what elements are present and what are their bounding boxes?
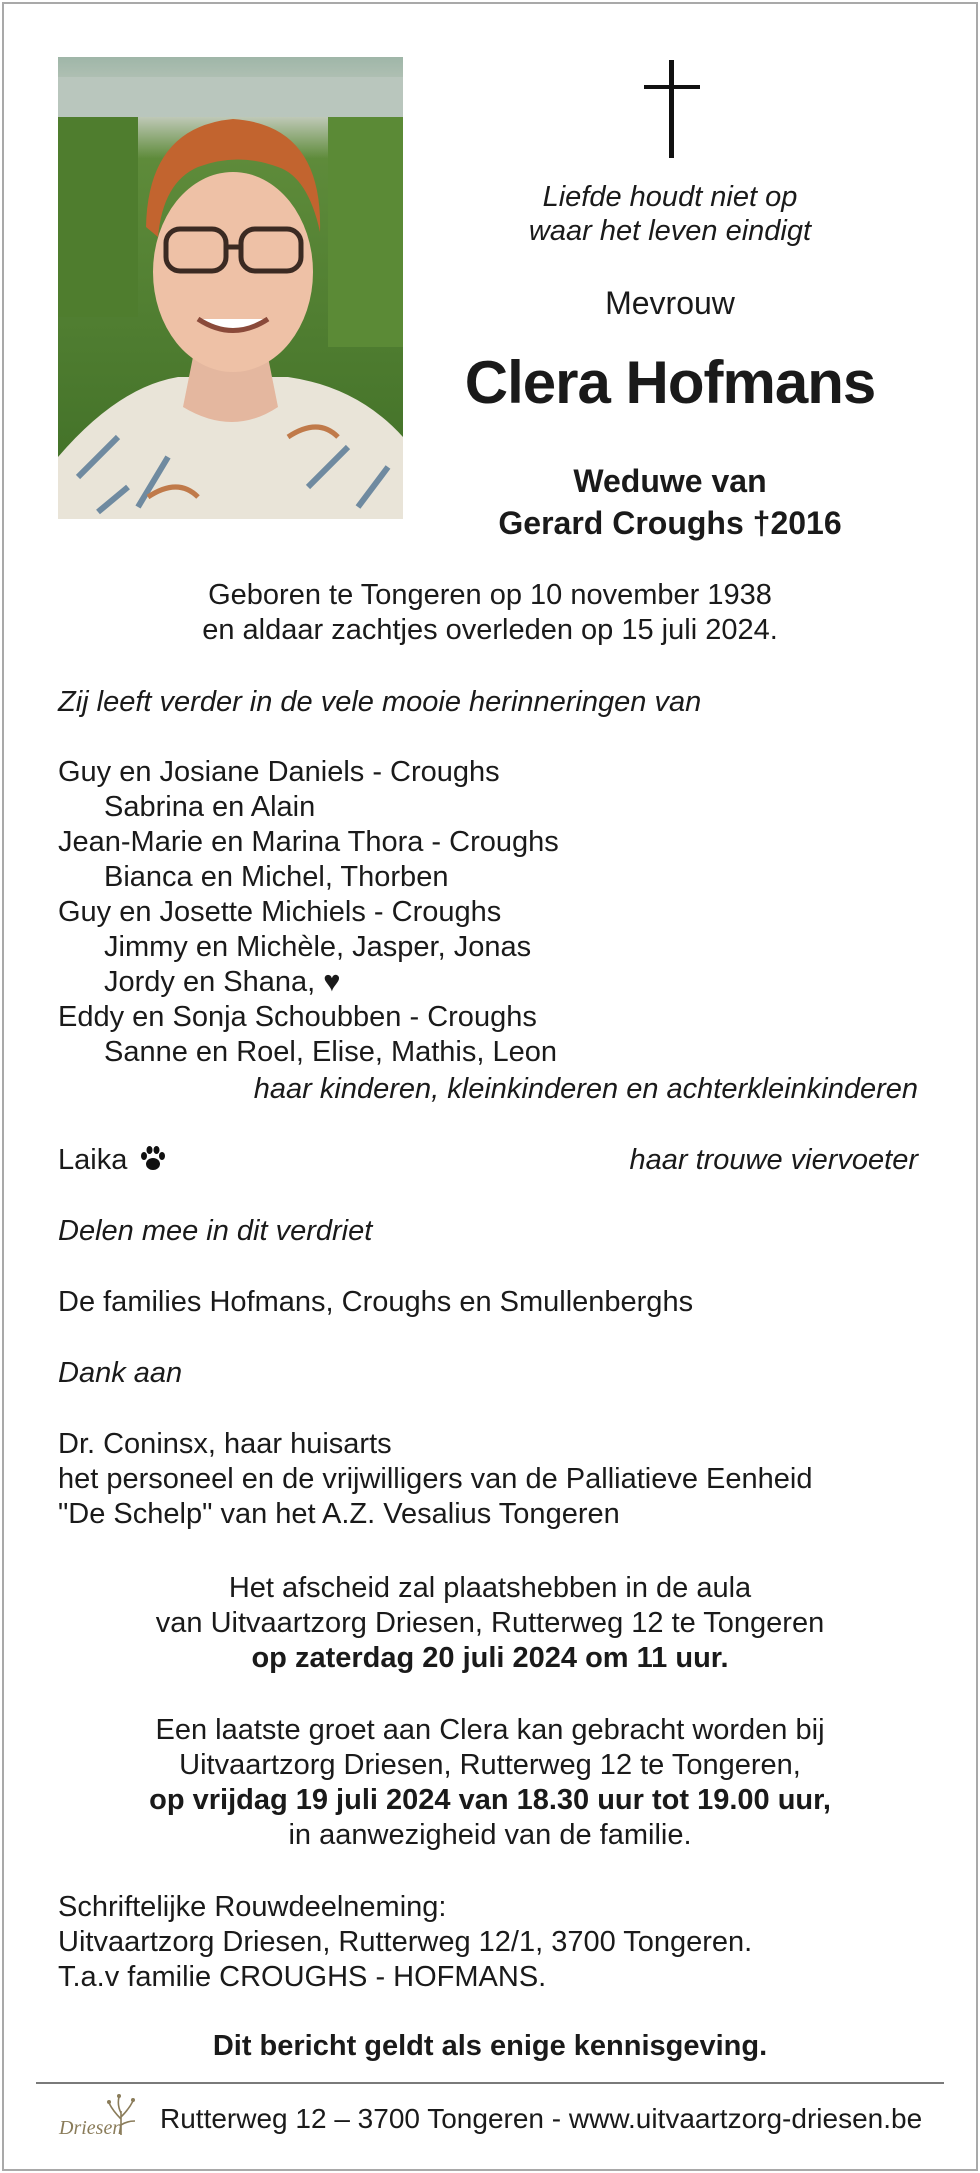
thanks-line: "De Schelp" van het A.Z. Vesalius Tongeren: [58, 1498, 620, 1530]
family-member: Guy en Josette Michiels - Croughs: [58, 896, 502, 928]
birth-line: Geboren te Tongeren op 10 november 1938: [208, 579, 772, 611]
visit-line: in aanwezigheid van de familie.: [288, 1819, 692, 1851]
visit-date: op vrijdag 19 juli 2024 van 18.30 uur tot 19.00 uur,: [149, 1784, 831, 1816]
death-line: en aldaar zachtjes overleden op 15 juli 2024.: [202, 614, 778, 646]
family-member: Jimmy en Michèle, Jasper, Jonas: [104, 931, 532, 963]
family-member: Sanne en Roel, Elise, Mathis, Leon: [104, 1036, 557, 1068]
family-member: Sabrina en Alain: [104, 791, 316, 823]
quote-line: waar het leven eindigt: [528, 215, 812, 247]
footer-address: Rutterweg 12 – 3700 Tongeren - www.uitvaartzorg-driesen.be: [160, 2103, 923, 2134]
ceremony-line: Het afscheid zal plaatshebben in de aula: [228, 1572, 752, 1604]
ceremony-info: [0, 1571, 980, 1676]
family-member: Jordy en Shana, ♥: [104, 966, 341, 998]
family-member: Jean-Marie en Marina Thora - Croughs: [58, 826, 559, 858]
cross-icon: [640, 60, 704, 160]
condolence-line: Schriftelijke Rouwdeelneming:: [58, 1891, 447, 1923]
share-intro: Delen mee in dit verdriet: [58, 1215, 373, 1247]
quote: [430, 180, 910, 248]
memories-intro: Zij leeft verder in de vele mooie herinneringen van: [58, 686, 702, 718]
notice: Dit bericht geldt als enige kennisgeving.: [212, 2030, 768, 2062]
portrait-photo: [58, 57, 403, 519]
family-member: Bianca en Michel, Thorben: [104, 861, 449, 893]
condolence-line: Uitvaartzorg Driesen, Rutterweg 12/1, 3700 Tongeren.: [58, 1926, 753, 1958]
widow-of: [430, 460, 910, 544]
pet-name: Laika: [58, 1144, 128, 1176]
family-member: Guy en Josiane Daniels - Croughs: [58, 756, 500, 788]
pet-name-row: [58, 1143, 167, 1178]
footer-divider: [36, 2082, 944, 2084]
paw-icon: [139, 1145, 167, 1173]
thanks-list: [58, 1427, 812, 1532]
ceremony-line: van Uitvaartzorg Driesen, Rutterweg 12 te Tongeren: [155, 1607, 825, 1639]
birth-death-info: [0, 578, 980, 648]
widow-line: Weduwe van: [573, 463, 767, 499]
quote-line: Liefde houdt niet op: [542, 181, 798, 213]
families-line: De families Hofmans, Croughs en Smullenberghs: [58, 1286, 694, 1318]
visitation-info: [0, 1713, 980, 1853]
condolence-info: [58, 1890, 752, 1995]
family-member: Eddy en Sonja Schoubben - Croughs: [58, 1001, 537, 1033]
ceremony-date: op zaterdag 20 juli 2024 om 11 uur.: [251, 1642, 729, 1674]
widow-line: Gerard Croughs †2016: [498, 505, 842, 541]
condolence-line: T.a.v familie CROUGHS - HOFMANS.: [58, 1961, 547, 1993]
honorific: Mevrouw: [605, 285, 735, 321]
driesen-logo: [55, 2091, 145, 2155]
thanks-intro: Dank aan: [58, 1357, 183, 1389]
family-list: [58, 755, 559, 1070]
deceased-name: Clera Hofmans: [464, 349, 876, 416]
pet-caption: haar trouwe viervoeter: [629, 1144, 918, 1176]
family-caption: haar kinderen, kleinkinderen en achterkleinkinderen: [253, 1073, 918, 1105]
logo-wordmark: Driesen: [59, 2117, 123, 2139]
visit-line: Uitvaartzorg Driesen, Rutterweg 12 te Tongeren,: [179, 1749, 801, 1781]
thanks-line: het personeel en de vrijwilligers van de Palliatieve Eenheid: [58, 1463, 813, 1495]
visit-line: Een laatste groet aan Clera kan gebracht worden bij: [155, 1714, 825, 1746]
thanks-line: Dr. Coninsx, haar huisarts: [58, 1428, 392, 1460]
